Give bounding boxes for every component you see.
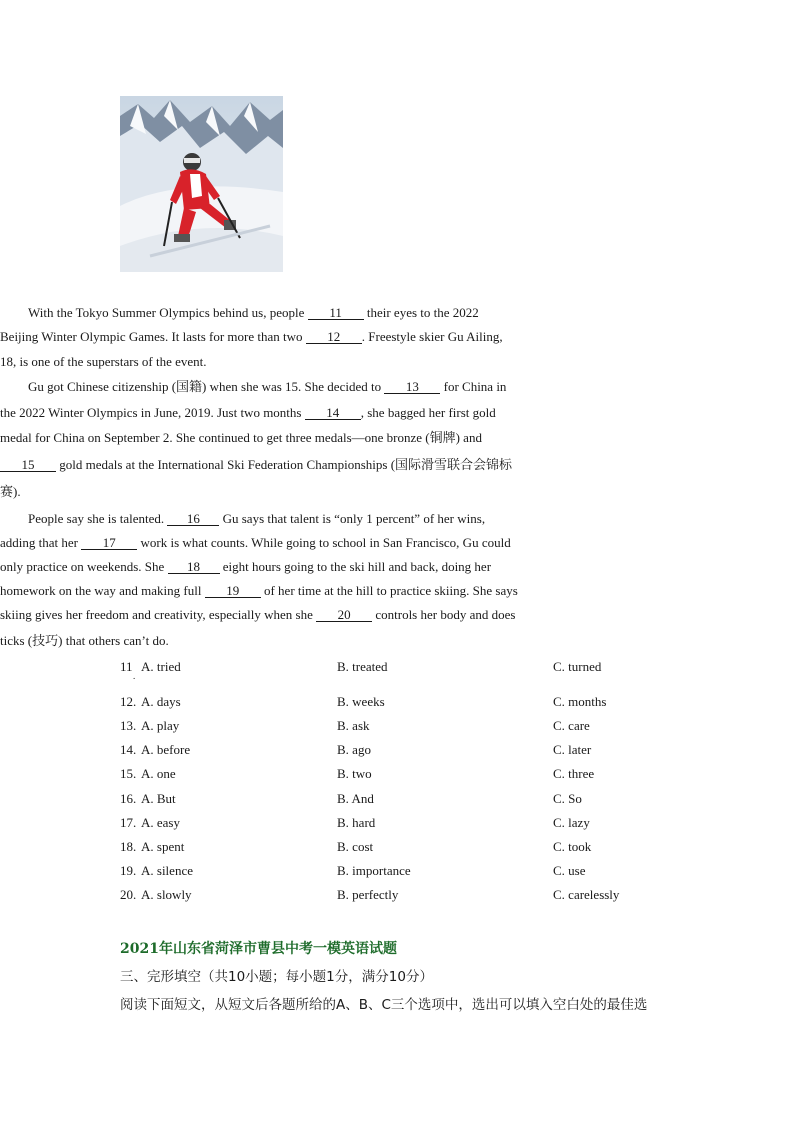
question-number: 18.: [120, 839, 137, 854]
blank-19: 19: [205, 584, 261, 598]
option-a: A. one: [141, 766, 176, 781]
option-b: B. And: [337, 791, 374, 806]
option-c: C. months: [553, 694, 607, 709]
question-number: 13.: [120, 718, 137, 733]
option-a: A. easy: [141, 815, 180, 830]
option-b: B. weeks: [337, 694, 385, 709]
question-number: 14.: [120, 742, 137, 757]
option-c: C. took: [553, 839, 592, 854]
question-number: 17.: [120, 815, 137, 830]
option-b: B. two: [337, 766, 372, 781]
blank-14: 14: [305, 406, 361, 420]
passage-line: the 2022 Winter Olympics in June, 2019. Just two months 14 , she bagged her first gold: [0, 405, 496, 420]
option-b: B. ask: [337, 718, 370, 733]
question-number: 12.: [120, 694, 137, 709]
option-c: C. So: [553, 791, 582, 806]
option-a: A. silence: [141, 863, 193, 878]
question-number: 16.: [120, 791, 137, 806]
section-instruction: 阅读下面短文，从短文后各题所给的A、B、C三个选项中，选出可以填入空白处的最佳选: [120, 997, 648, 1013]
option-a: A. But: [141, 791, 176, 806]
passage-line: medal for China on September 2. She continued to get three medals—one bronze (铜牌) and: [0, 430, 482, 445]
passage-line: 18, is one of the superstars of the event.: [0, 354, 207, 369]
option-c: C. three: [553, 766, 595, 781]
blank-18: 18: [168, 560, 220, 574]
blank-16: 16: [167, 512, 219, 526]
option-a: A. slowly: [141, 887, 192, 902]
question-number: 15.: [120, 766, 137, 781]
passage-line: ticks (技巧) that others can’t do.: [0, 633, 169, 648]
option-c: C. care: [553, 718, 590, 733]
passage-line: Gu got Chinese citizenship (国籍) when she was 15. She decided to 13 for China in: [28, 379, 507, 394]
option-c: C. use: [553, 863, 586, 878]
option-b: B. treated: [337, 659, 388, 674]
blank-20: 20: [316, 608, 372, 622]
option-a: A. days: [141, 694, 181, 709]
blank-13: 13: [384, 380, 440, 394]
blank-17: 17: [81, 536, 137, 550]
option-b: B. ago: [337, 742, 371, 757]
blank-11: 11: [308, 306, 364, 320]
passage-line: Beijing Winter Olympic Games. It lasts for more than two 12 . Freestyle skier Gu Ailing,: [0, 329, 503, 344]
option-b: B. perfectly: [337, 887, 399, 902]
passage-line: With the Tokyo Summer Olympics behind us, people 11 their eyes to the 2022: [28, 305, 479, 320]
option-b: B. hard: [337, 815, 376, 830]
passage-line: People say she is talented. 16 Gu says that talent is “only 1 percent” of her wins,: [28, 511, 486, 526]
section-heading: 三、完形填空（共10小题；每小题1分，满分10分）: [120, 969, 433, 985]
option-a: A. tried: [141, 659, 181, 674]
blank-15: 15: [0, 458, 56, 472]
section-title: 2021年山东省菏泽市曹县中考一模英语试题: [120, 941, 397, 957]
option-b: B. importance: [337, 863, 411, 878]
skier-photo: [120, 96, 283, 272]
question-number: 20.: [120, 887, 137, 902]
question-number: 19.: [120, 863, 137, 878]
option-c: C. turned: [553, 659, 602, 674]
option-a: A. spent: [141, 839, 185, 854]
option-a: A. before: [141, 742, 191, 757]
passage-line: 15 gold medals at the International Ski Federation Championships (国际滑雪联合会锦标: [0, 457, 556, 473]
option-c: C. lazy: [553, 815, 590, 830]
passage-line: homework on the way and making full 19 of her time at the hill to practice skiing. She says: [0, 583, 518, 598]
option-a: A. play: [141, 718, 180, 733]
passage-line: adding that her 17 work is what counts. While going to school in San Francisco, Gu could: [0, 535, 511, 550]
passage-line: only practice on weekends. She 18 eight hours going to the ski hill and back, doing her: [0, 559, 492, 574]
option-b: B. cost: [337, 839, 374, 854]
blank-12: 12: [306, 330, 362, 344]
passage-line: skiing gives her freedom and creativity, especially when she 20 controls her body and does: [0, 607, 516, 622]
question-number: 11: [120, 659, 133, 674]
passage-line: 赛).: [0, 484, 21, 499]
option-c: C. carelessly: [553, 887, 620, 902]
option-c: C. later: [553, 742, 592, 757]
question-11-dot: .: [133, 671, 136, 681]
